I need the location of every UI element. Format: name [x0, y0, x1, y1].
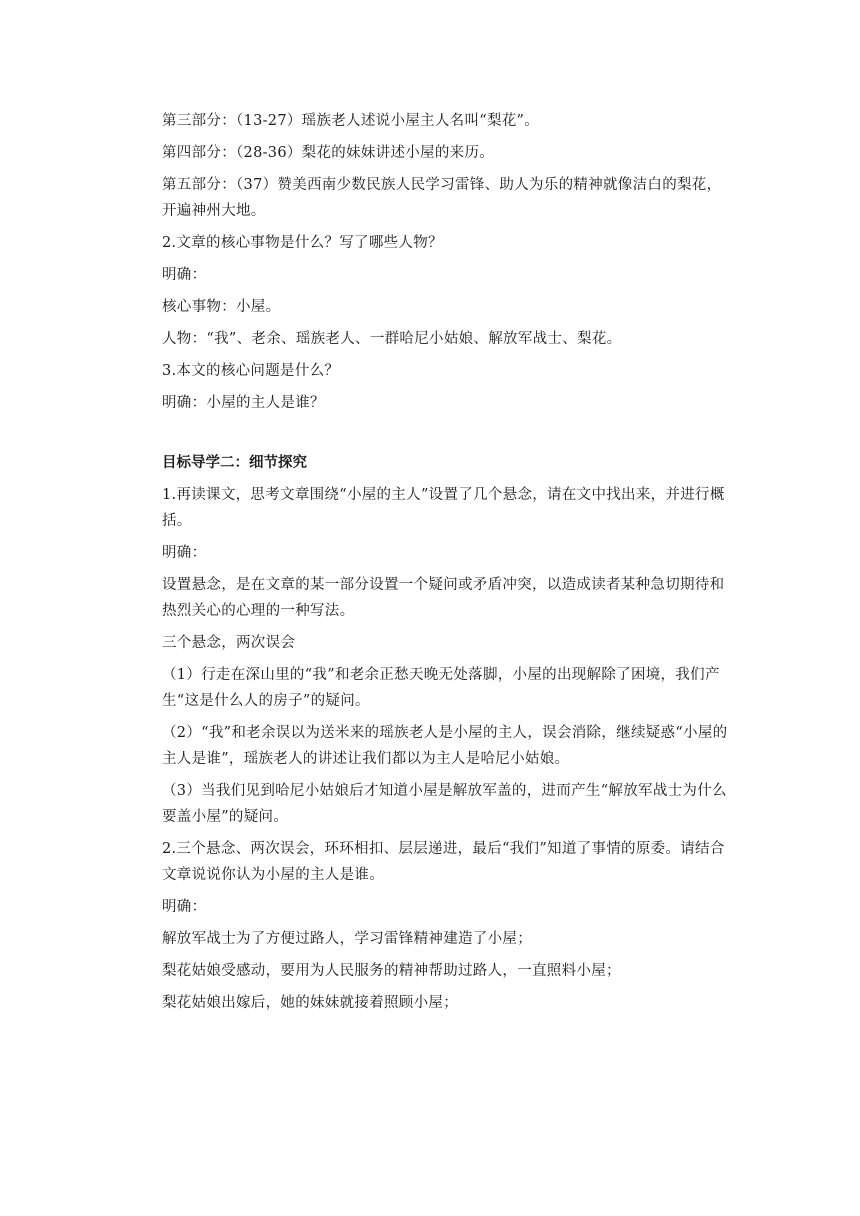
answer-label-2: 明确： — [162, 545, 207, 561]
suspense-summary: 三个悬念，两次误会 — [162, 635, 296, 651]
suspense-item-2: （2）“我”和老余误以为送米来的瑶族老人是小屋的主人，误会消除，继续疑惑“小屋的主人是谁”，瑶族老人的讲述让我们都以为主人是哈尼小姑娘。 — [162, 725, 728, 767]
section-title-detail-inquiry: 目标导学二：细节探究 — [162, 455, 307, 471]
answer-label-3: 明确： — [162, 899, 207, 915]
paragraph-part-five — [162, 172, 732, 224]
core-object: 核心事物：小屋。 — [162, 299, 281, 315]
paragraph-part-four: 第四部分：（28-36）梨花的妹妹讲述小屋的来历。 — [162, 145, 495, 161]
question-3: 3.本文的核心问题是什么？ — [162, 363, 340, 379]
owner-sister: 梨花姑娘出嫁后，她的妹妹就接着照顾小屋； — [162, 995, 458, 1011]
suspense-item-1: （1）行走在深山里的“我”和老余正愁天晚无处落脚，小屋的出现解除了困境，我们产生“这是什么人的房子”的疑问。 — [162, 667, 720, 709]
suspense-definition: 设置悬念，是在文章的某一部分设置一个疑问或矛盾冲突，以造成读者某种急切期待和热烈关心的心理的一种写法。 — [162, 577, 725, 619]
answer-core-question: 明确：小屋的主人是谁？ — [162, 395, 325, 411]
answer-label-1: 明确： — [162, 267, 207, 283]
question-2: 2.文章的核心事物是什么？写了哪些人物？ — [162, 235, 443, 251]
paragraph-part-three: 第三部分：（13-27）瑶族老人述说小屋主人名叫“梨花”。 — [162, 113, 540, 129]
characters-list: 人物：“我”、老余、瑶族老人、一群哈尼小姑娘、解放军战士、梨花。 — [162, 331, 622, 347]
owner-lihua: 梨花姑娘受感动，要用为人民服务的精神帮助过路人，一直照料小屋； — [162, 963, 621, 979]
suspense-item-3: （3）当我们见到哈尼小姑娘后才知道小屋是解放军盖的，进而产生“解放军战士为什么要盖小屋”的疑问。 — [162, 783, 727, 825]
paragraph-part-five-text: 第五部分：（37）赞美西南少数民族人民学习雷锋、助人为乐的精神就像洁白的梨花，开遍神州大地。 — [162, 177, 722, 219]
document-body — [162, 108, 732, 1022]
question-suspense: 1.再读课文，思考文章围绕“小屋的主人”设置了几个悬念，请在文中找出来，并进行概括。 — [162, 487, 725, 529]
owner-soldiers: 解放军战士为了方便过路人，学习雷锋精神建造了小屋； — [162, 931, 532, 947]
question-owner: 2.三个悬念、两次误会，环环相扣、层层递进，最后“我们”知道了事情的原委。请结合文章说说你认为小屋的主人是谁。 — [162, 841, 725, 883]
